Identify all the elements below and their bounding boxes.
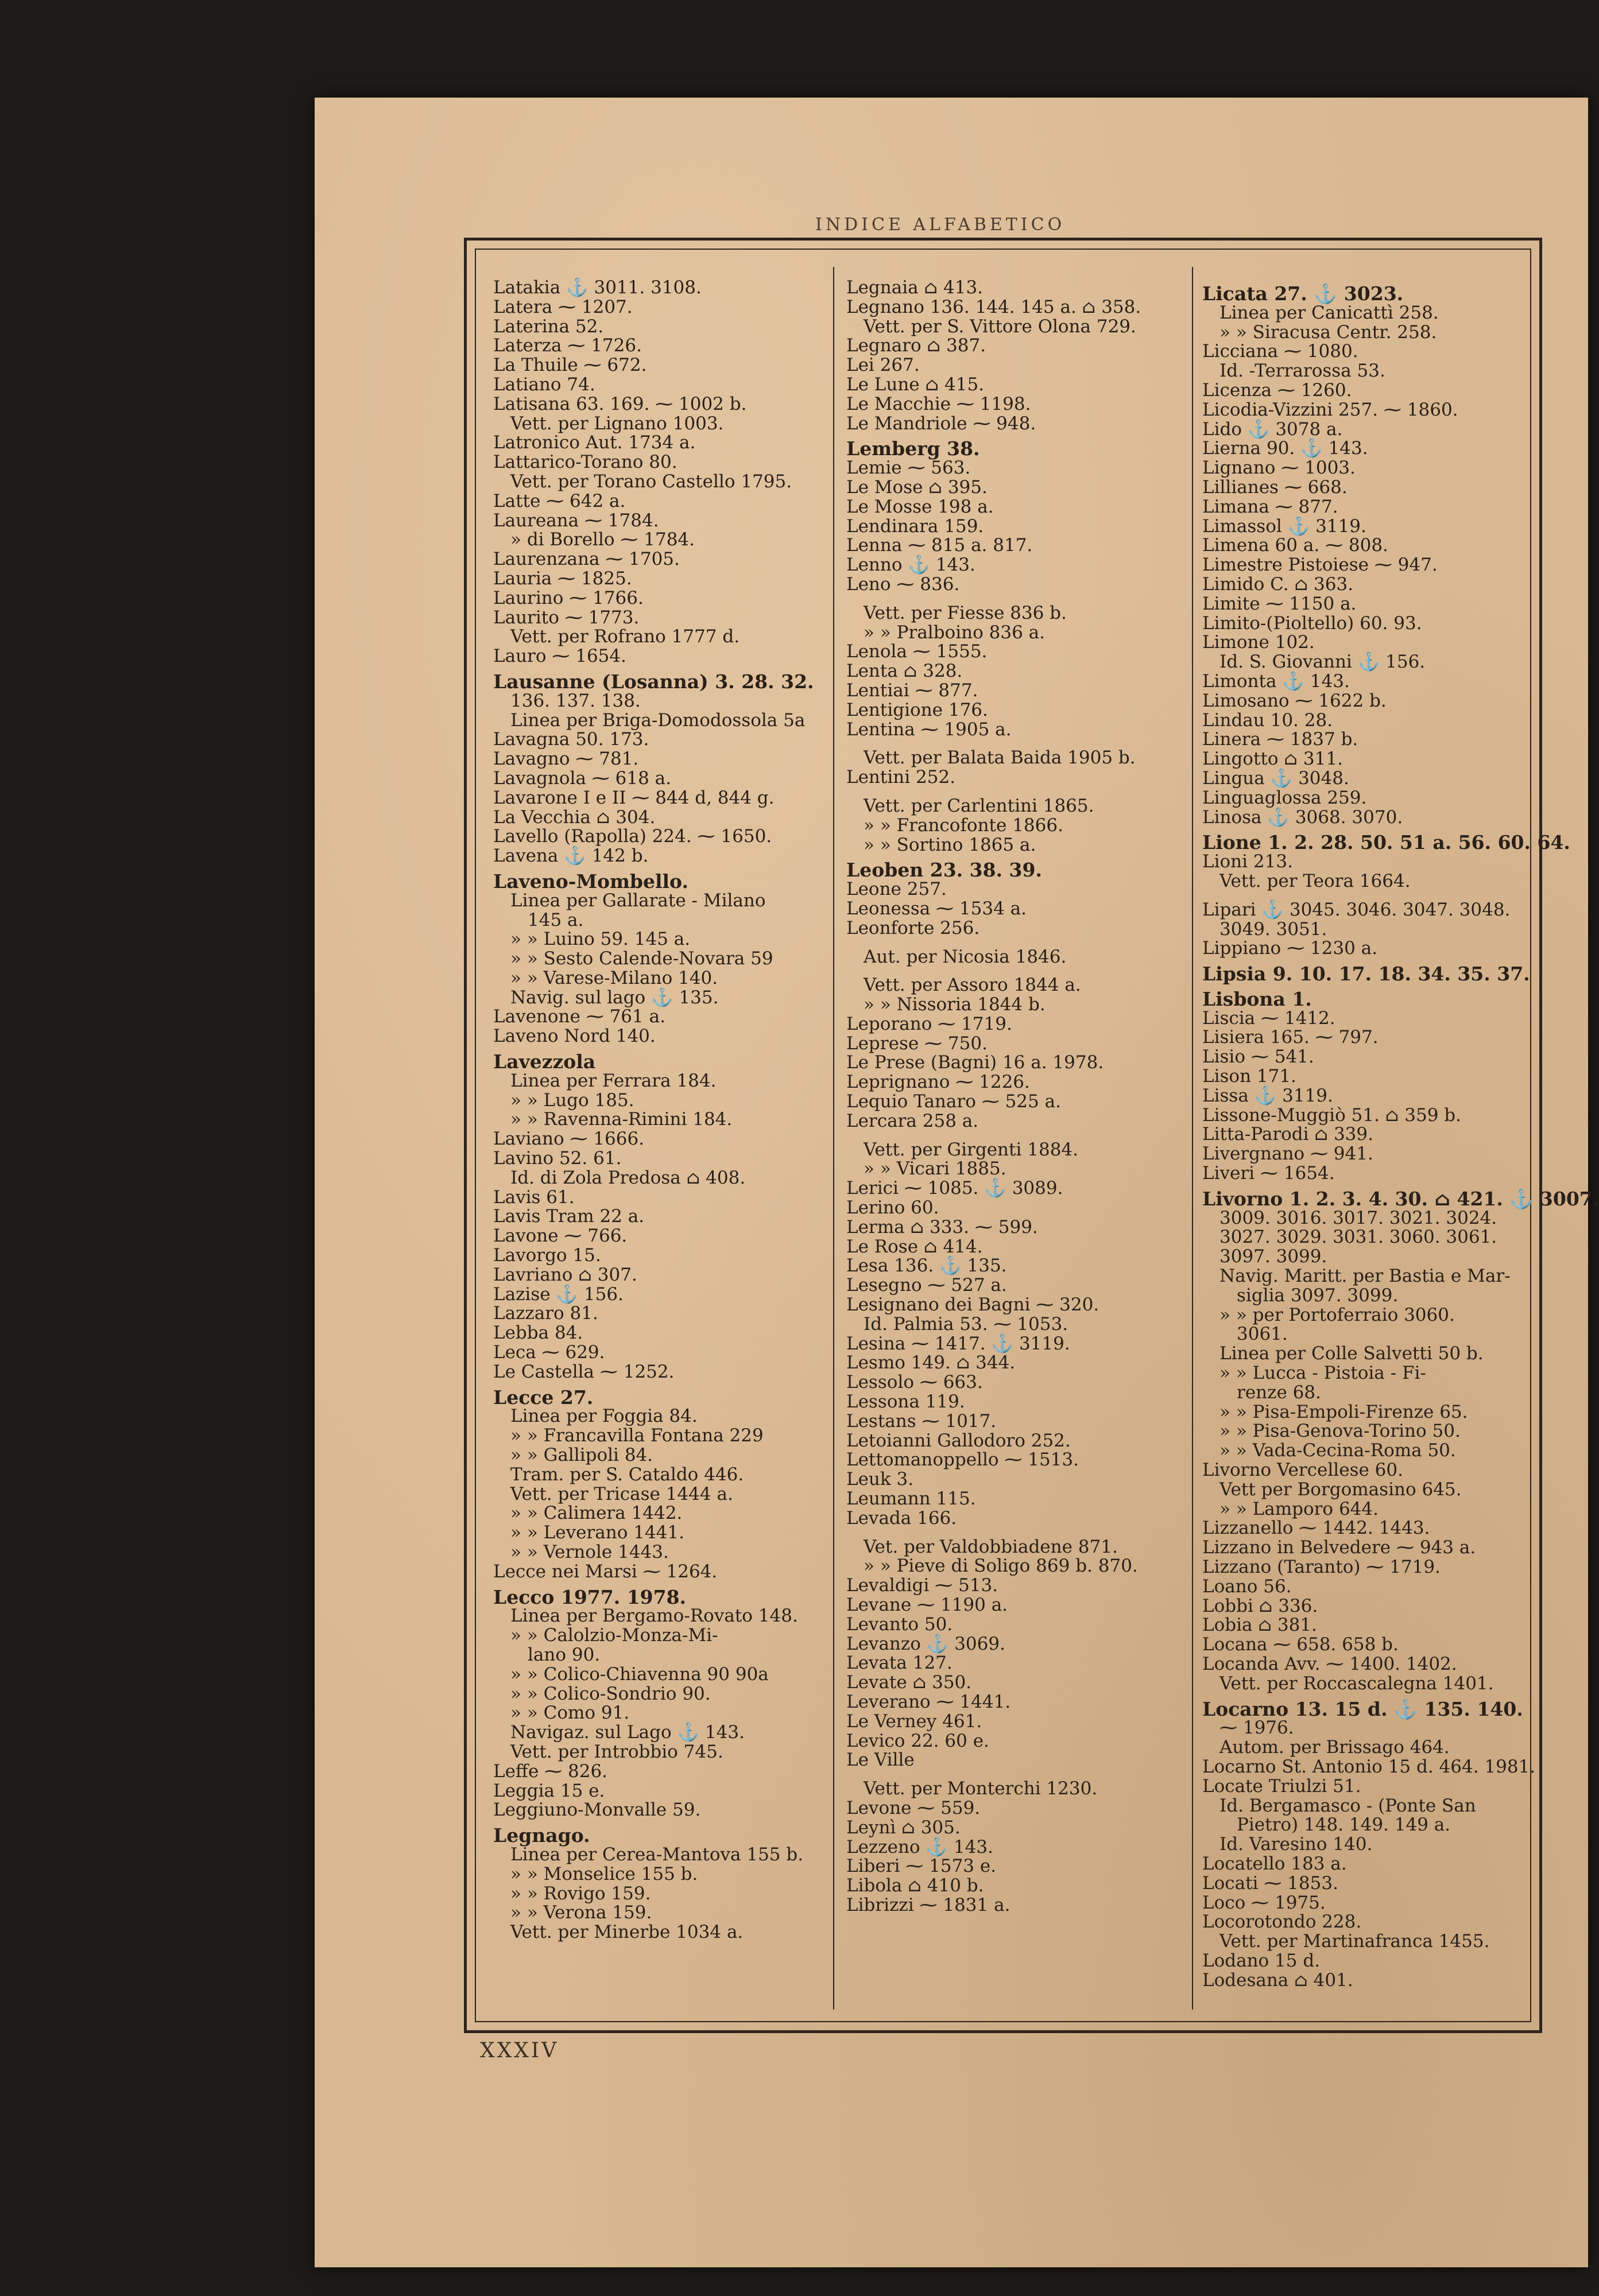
index-entry: Le Verney 461. (846, 1711, 982, 1732)
index-entry: Locarno St. Antonio 15 d. 464. 1981. (1202, 1756, 1536, 1777)
index-entry: Latisana 63. 169. ⁓ 1002 b. (493, 393, 747, 414)
index-entry: » » Francavilla Fontana 229 (510, 1425, 764, 1446)
index-entry: Lettomanoppello ⁓ 1513. (846, 1449, 1079, 1471)
index-entry: Lenno ⚓ 143. (846, 554, 975, 576)
index-entry: Livorno Vercellese 60. (1202, 1460, 1403, 1481)
index-entry: Lobia ⌂ 381. (1202, 1615, 1317, 1636)
index-entry: Lavagno ⁓ 781. (493, 748, 639, 770)
index-entry: Lison 171. (1202, 1066, 1296, 1087)
index-entry: Lisio ⁓ 541. (1202, 1046, 1314, 1068)
index-entry: Lesignano dei Bagni ⁓ 320. (846, 1294, 1099, 1316)
index-entry: Leverano ⁓ 1441. (846, 1691, 1011, 1712)
index-entry: Lisiera 165. ⁓ 797. (1202, 1027, 1379, 1048)
index-entry: 3061. (1237, 1324, 1288, 1345)
index-entry: Latronico Aut. 1734 a. (493, 432, 696, 453)
index-entry: Leno ⁓ 836. (846, 573, 960, 595)
index-entry: Lierna 90. ⚓ 143. (1202, 438, 1368, 459)
index-entry: Lippiano ⁓ 1230 a. (1202, 938, 1378, 959)
index-entry: Lisbona 1. (1202, 987, 1312, 1010)
index-entry: Levane ⁓ 1190 a. (846, 1595, 1008, 1615)
index-entry: Le Rose ⌂ 414. (846, 1236, 983, 1257)
index-entry: Le Ville (846, 1750, 915, 1771)
index-entry: Limido C. ⌂ 363. (1202, 573, 1354, 595)
index-entry: Leoben 23. 38. 39. (846, 859, 1042, 882)
index-entry: » » Pralboino 836 a. (864, 622, 1045, 643)
index-entry: Locatello 183 a. (1202, 1853, 1347, 1874)
index-entry: Id. Palmia 53. ⁓ 1053. (864, 1313, 1068, 1335)
index-entry: Lido ⚓ 3078 a. (1202, 418, 1343, 440)
index-entry: Locarno 13. 15 d. ⚓ 135. 140. (1202, 1697, 1523, 1720)
index-entry: Locorotondo 228. (1202, 1911, 1362, 1933)
index-entry: Lenna ⁓ 815 a. 817. (846, 535, 1033, 556)
index-entry: Le Mose ⌂ 395. (846, 476, 988, 498)
index-entry: Id. S. Giovanni ⚓ 156. (1219, 651, 1426, 673)
index-entry: Vett. per Fiesse 836 b. (864, 602, 1067, 623)
index-entry: Legnaia ⌂ 413. (846, 277, 984, 298)
index-entry: Laveno Nord 140. (493, 1026, 656, 1047)
index-entry: Leumann 115. (846, 1488, 976, 1510)
index-entry: Licata 27. ⚓ 3023. (1202, 282, 1404, 305)
index-entry: » » Colico-Sondrio 90. (510, 1683, 711, 1704)
index-entry: Lerino 60. (846, 1197, 939, 1219)
index-entry: Lemie ⁓ 563. (846, 457, 971, 479)
index-entry: Lezzeno ⚓ 143. (846, 1836, 993, 1857)
index-entry: Lavarone I e II ⁓ 844 d, 844 g. (493, 787, 775, 808)
index-entry: Litta-Parodi ⌂ 339. (1202, 1124, 1373, 1145)
index-entry: renze 68. (1237, 1382, 1321, 1403)
index-entry: Vett. per Lignano 1003. (510, 413, 724, 434)
column-rule (833, 267, 834, 2010)
index-entry: Vett. per S. Vittore Olona 729. (864, 316, 1136, 337)
index-entry: Lioni 213. (1202, 851, 1293, 872)
index-entry: Laureana ⁓ 1784. (493, 510, 659, 531)
index-entry: Licenza ⁓ 1260. (1202, 379, 1352, 401)
index-entry: Lemberg 38. (846, 437, 980, 460)
index-entry: Letoianni Gallodoro 252. (846, 1430, 1071, 1451)
index-entry: Limite ⁓ 1150 a. (1202, 593, 1357, 614)
index-entry: Locanda Avv. ⁓ 1400. 1402. (1202, 1653, 1457, 1674)
index-entry: Linea per Colle Salvetti 50 b. (1219, 1343, 1484, 1364)
index-entry: 145 a. (528, 909, 584, 930)
index-entry: Lissa ⚓ 3119. (1202, 1085, 1333, 1106)
index-entry: Levanto 50. (846, 1614, 953, 1635)
index-entry: » di Borello ⁓ 1784. (510, 529, 695, 550)
index-entry: Limito-(Pioltello) 60. 93. (1202, 612, 1422, 634)
index-entry: Lavagnola ⁓ 618 a. (493, 767, 671, 789)
index-entry: La Vecchia ⌂ 304. (493, 806, 656, 828)
index-entry: » » Lugo 185. (510, 1089, 634, 1111)
index-entry: Id. -Terrarossa 53. (1219, 360, 1385, 382)
index-entry: » » Lamporo 644. (1219, 1498, 1379, 1519)
index-entry: » » Siracusa Centr. 258. (1219, 321, 1437, 343)
index-entry: » » Pisa-Genova-Torino 50. (1219, 1421, 1461, 1442)
index-entry: » » Calolzio-Monza-Mi- (510, 1625, 718, 1646)
index-entry: 3049. 3051. (1219, 918, 1327, 940)
index-entry: Limone 102. (1202, 632, 1315, 653)
index-entry: Liveri ⁓ 1654. (1202, 1163, 1335, 1184)
index-entry: » » Como 91. (510, 1702, 630, 1724)
index-entry: Leonforte 256. (846, 917, 980, 938)
index-entry: Legnago. (493, 1824, 590, 1847)
index-entry: Lesegno ⁓ 527 a. (846, 1275, 1007, 1296)
index-entry: Levone ⁓ 559. (846, 1797, 981, 1818)
index-entry: Le Mandriole ⁓ 948. (846, 413, 1036, 434)
index-entry: Id. Varesino 140. (1219, 1834, 1373, 1855)
index-entry: Lecce nei Marsi ⁓ 1264. (493, 1561, 718, 1582)
index-entry: » » Lucca - Pistoia - Fi- (1219, 1363, 1426, 1384)
index-entry: Limosano ⁓ 1622 b. (1202, 690, 1387, 711)
index-entry: Lessolo ⁓ 663. (846, 1372, 983, 1393)
index-entry: Limana ⁓ 877. (1202, 496, 1338, 517)
index-entry: Lavis Tram 22 a. (493, 1206, 645, 1227)
index-entry: Lazzaro 81. (493, 1303, 598, 1324)
index-entry: Lavenone ⁓ 761 a. (493, 1006, 665, 1027)
index-entry: » » Gallipoli 84. (510, 1445, 653, 1466)
index-entry: 3009. 3016. 3017. 3021. 3024. (1219, 1207, 1497, 1228)
index-entry: Lestans ⁓ 1017. (846, 1410, 997, 1432)
index-entry: Leprignano ⁓ 1226. (846, 1072, 1030, 1093)
index-entry: Vett. per Rofrano 1777 d. (510, 626, 740, 647)
index-entry: Lione 1. 2. 28. 50. 51 a. 56. 60. 64. (1202, 831, 1570, 854)
index-entry: 136. 137. 138. (510, 690, 641, 711)
index-entry: Licciana ⁓ 1080. (1202, 341, 1358, 362)
index-entry: Leffe ⁓ 826. (493, 1760, 608, 1782)
index-entry: Locati ⁓ 1853. (1202, 1872, 1338, 1894)
index-entry: Laterina 52. (493, 316, 604, 337)
index-column-1 (493, 278, 826, 2004)
index-entry: Autom. per Brissago 464. (1219, 1737, 1450, 1758)
index-entry: Livorno 1. 2. 3. 4. 30. ⌂ 421. ⚓ 3007. (1202, 1187, 1599, 1210)
index-entry: Navigaz. sul Lago ⚓ 143. (510, 1722, 745, 1743)
index-entry: Tram. per S. Cataldo 446. (510, 1464, 744, 1485)
index-entry: Lavagna 50. 173. (493, 729, 649, 750)
index-entry: Vett. per Carlentini 1865. (864, 795, 1094, 816)
index-entry: Linea per Cerea-Mantova 155 b. (510, 1844, 804, 1865)
index-entry: » » Verona 159. (510, 1902, 652, 1923)
index-entry: Vett. per Minerbe 1034 a. (510, 1922, 744, 1943)
index-entry: Lerici ⁓ 1085. ⚓ 3089. (846, 1178, 1063, 1199)
index-entry: Le Lune ⌂ 415. (846, 374, 985, 395)
index-entry: Laveno-Mombello. (493, 870, 688, 893)
index-entry: Linea per Briga-Domodossola 5a (510, 709, 806, 731)
index-entry: Levata 127. (846, 1653, 953, 1674)
index-entry: Lebba 84. (493, 1322, 583, 1344)
index-entry: Lillianes ⁓ 668. (1202, 476, 1348, 498)
index-entry: » » Nissoria 1844 b. (864, 994, 1046, 1015)
index-entry: Limestre Pistoiese ⁓ 947. (1202, 554, 1438, 576)
index-entry: Latera ⁓ 1207. (493, 296, 633, 317)
index-entry: La Thuile ⁓ 672. (493, 355, 647, 376)
index-entry: Lingua ⚓ 3048. (1202, 767, 1349, 789)
index-entry: Lessona 119. (846, 1391, 965, 1413)
index-entry: Locana ⁓ 658. 658 b. (1202, 1634, 1399, 1655)
index-entry: Le Mosse 198 a. (846, 496, 994, 517)
index-entry: Lavezzola (493, 1050, 596, 1073)
index-frame-inner (475, 249, 1599, 2022)
index-entry: Loco ⁓ 1975. (1202, 1892, 1326, 1913)
index-entry: Locate Triulzi 51. (1202, 1775, 1361, 1797)
index-entry: Lattarico-Torano 80. (493, 452, 677, 473)
index-entry: Lipsia 9. 10. 17. 18. 34. 35. 37. (1202, 963, 1530, 986)
index-entry: Vett. per Assoro 1844 a. (864, 975, 1081, 996)
index-entry: Vett. per Girgenti 1884. (864, 1139, 1078, 1160)
index-entry: Lobbi ⌂ 336. (1202, 1595, 1318, 1616)
index-entry: » » Vada-Cecina-Roma 50. (1219, 1440, 1456, 1461)
index-entry: Leone 257. (846, 879, 947, 900)
index-entry: Vet. per Valdobbiadene 871. (864, 1536, 1118, 1557)
index-entry: Lentini 252. (846, 767, 956, 788)
index-entry: Lendinara 159. (846, 515, 984, 537)
index-entry: Levanzo ⚓ 3069. (846, 1633, 1005, 1654)
index-entry: Lentiai ⁓ 877. (846, 680, 978, 701)
index-entry: Id. di Zola Predosa ⌂ 408. (510, 1167, 746, 1188)
index-entry: Lequio Tanaro ⁓ 525 a. (846, 1091, 1061, 1112)
index-entry: Leynì ⌂ 305. (846, 1817, 961, 1838)
index-entry: » » per Portoferraio 3060. (1219, 1304, 1455, 1325)
index-entry: Vett. per Monterchi 1230. (864, 1778, 1098, 1799)
index-entry: Lodesana ⌂ 401. (1202, 1969, 1353, 1991)
index-entry: Navig. sul lago ⚓ 135. (510, 987, 719, 1008)
index-entry: Lignano ⁓ 1003. (1202, 457, 1356, 479)
index-entry: Laviano ⁓ 1666. (493, 1128, 645, 1150)
index-entry: Lingotto ⌂ 311. (1202, 748, 1343, 770)
index-entry: Limena 60 a. ⁓ 808. (1202, 535, 1388, 556)
index-entry: Leuk 3. (846, 1469, 914, 1490)
index-entry: Laurino ⁓ 1766. (493, 587, 644, 608)
index-entry: Lindau 10. 28. (1202, 709, 1333, 731)
index-entry: Lecce 27. (493, 1386, 594, 1409)
index-entry: ⁓ 1976. (1219, 1717, 1294, 1739)
index-entry: Lavorgo 15. (493, 1245, 601, 1266)
index-frame (464, 238, 1599, 2033)
index-entry: » » Sortino 1865 a. (864, 834, 1036, 855)
index-entry: Vett per Borgomasino 645. (1219, 1479, 1462, 1500)
index-entry: Lenola ⁓ 1555. (846, 641, 988, 662)
index-entry: » » Luino 59. 145 a. (510, 929, 691, 950)
index-entry: Lausanne (Losanna) 3. 28. 32. (493, 670, 814, 693)
index-entry: Livergnano ⁓ 941. (1202, 1143, 1373, 1165)
index-entry: Lavriano ⌂ 307. (493, 1264, 637, 1285)
index-entry: Licodia-Vizzini 257. ⁓ 1860. (1202, 399, 1458, 420)
index-entry: Laurito ⁓ 1773. (493, 607, 640, 628)
index-entry: Lizzano (Taranto) ⁓ 1719. (1202, 1557, 1441, 1577)
index-entry: Vett. per Balata Baida 1905 b. (864, 747, 1136, 769)
index-entry: Linea per Gallarate - Milano (510, 890, 766, 911)
index-entry: Pietro) 148. 149. 149 a. (1237, 1814, 1451, 1836)
index-entry: Laurenzana ⁓ 1705. (493, 549, 680, 570)
index-entry: Lercara 258 a. (846, 1110, 979, 1131)
index-entry: Lavone ⁓ 766. (493, 1225, 628, 1247)
page-number: XXXIV (480, 2039, 559, 2062)
index-entry: Lentigione 176. (846, 699, 988, 720)
index-entry: Lauria ⁓ 1825. (493, 568, 632, 589)
index-entry: Libola ⌂ 410 b. (846, 1875, 984, 1896)
index-entry: Lavino 52. 61. (493, 1148, 622, 1169)
index-entry: » » Francofonte 1866. (864, 815, 1063, 836)
index-entry: Id. Bergamasco - (Ponte San (1219, 1795, 1476, 1816)
index-entry: Linea per Foggia 84. (510, 1406, 698, 1427)
index-entry: Leonessa ⁓ 1534 a. (846, 898, 1027, 919)
index-entry: Levate ⌂ 350. (846, 1672, 972, 1693)
index-entry: Le Prese (Bagni) 16 a. 1978. (846, 1052, 1104, 1073)
index-entry: Levaldigi ⁓ 513. (846, 1575, 998, 1596)
index-entry: Vett. per Martinafranca 1455. (1219, 1931, 1490, 1952)
index-entry: Leca ⁓ 629. (493, 1342, 605, 1363)
index-entry: 3097. 3099. (1219, 1246, 1327, 1267)
index-entry: Librizzi ⁓ 1831 a. (846, 1894, 1010, 1915)
index-entry: » » Calimera 1442. (510, 1503, 683, 1524)
index-entry: Le Macchie ⁓ 1198. (846, 393, 1031, 414)
index-entry: » » Varese-Milano 140. (510, 967, 718, 988)
index-entry: Lissone-Muggiò 51. ⌂ 359 b. (1202, 1104, 1461, 1126)
index-entry: Levico 22. 60 e. (846, 1730, 989, 1751)
index-entry: Leggiuno-Monvalle 59. (493, 1799, 701, 1821)
index-entry: Legnaro ⌂ 387. (846, 335, 986, 356)
index-entry: Aut. per Nicosia 1846. (864, 946, 1067, 967)
index-entry: Lazise ⚓ 156. (493, 1283, 624, 1305)
index-entry: Lesmo 149. ⌂ 344. (846, 1352, 1016, 1374)
index-entry: Linguaglossa 259. (1202, 787, 1367, 808)
index-entry: » » Sesto Calende-Novara 59 (510, 948, 773, 969)
index-entry: Le Castella ⁓ 1252. (493, 1361, 675, 1382)
index-entry: Leggia 15 e. (493, 1780, 605, 1801)
index-entry: Latiano 74. (493, 374, 595, 395)
index-entry: » » Vicari 1885. (864, 1158, 1006, 1180)
index-entry: Laterza ⁓ 1726. (493, 335, 642, 356)
index-entry: » » Pisa-Empoli-Firenze 65. (1219, 1401, 1468, 1422)
index-entry: Lecco 1977. 1978. (493, 1585, 687, 1608)
index-column-2 (846, 278, 1185, 2004)
index-entry: Lavena ⚓ 142 b. (493, 846, 649, 867)
index-entry: lano 90. (528, 1644, 601, 1665)
index-entry: » » Colico-Chiavenna 90 90a (510, 1663, 769, 1685)
running-head: INDICE ALFABETICO (815, 215, 1066, 235)
index-entry: » » Ravenna-Rimini 184. (510, 1109, 733, 1130)
index-entry: Lerma ⌂ 333. ⁓ 599. (846, 1216, 1038, 1238)
index-entry: Linosa ⚓ 3068. 3070. (1202, 806, 1403, 828)
index-entry: Linea per Bergamo-Rovato 148. (510, 1605, 798, 1627)
index-entry: Latte ⁓ 642 a. (493, 490, 626, 511)
index-entry: Lipari ⚓ 3045. 3046. 3047. 3048. (1202, 899, 1511, 920)
index-entry: Liberi ⁓ 1573 e. (846, 1856, 997, 1877)
index-entry: Vett. per Teora 1664. (1219, 870, 1411, 891)
index-entry: Lesa 136. ⚓ 135. (846, 1255, 1007, 1277)
index-entry: 3027. 3029. 3031. 3060. 3061. (1219, 1227, 1497, 1248)
index-entry: » » Vernole 1443. (510, 1542, 669, 1562)
index-column-3 (1202, 278, 1599, 2004)
index-entry: Levada 166. (846, 1507, 957, 1529)
index-entry: Leprese ⁓ 750. (846, 1033, 988, 1054)
index-entry: Lauro ⁓ 1654. (493, 646, 626, 667)
index-entry: Navig. Maritt. per Bastia e Mar- (1219, 1266, 1511, 1287)
index-entry: Linea per Canicattì 258. (1219, 302, 1439, 323)
index-entry: Lenta ⌂ 328. (846, 661, 963, 682)
index-entry: Vett. per Introbbio 745. (510, 1741, 723, 1762)
index-entry: siglia 3097. 3099. (1237, 1285, 1399, 1306)
index-entry: Legnano 136. 144. 145 a. ⌂ 358. (846, 296, 1141, 317)
index-entry: » » Leverano 1441. (510, 1522, 684, 1543)
index-entry: Leporano ⁓ 1719. (846, 1013, 1012, 1034)
index-entry: Lizzanello ⁓ 1442. 1443. (1202, 1518, 1430, 1539)
index-entry: Liscia ⁓ 1412. (1202, 1007, 1335, 1029)
index-entry: Lavello (Rapolla) 224. ⁓ 1650. (493, 826, 772, 847)
index-entry: Lentina ⁓ 1905 a. (846, 719, 1012, 740)
index-entry: » » Monselice 155 b. (510, 1863, 698, 1884)
index-entry: » » Rovigo 159. (510, 1883, 651, 1904)
index-entry: Lei 267. (846, 355, 920, 376)
index-entry: Lesina ⁓ 1417. ⚓ 3119. (846, 1333, 1070, 1354)
index-entry: » » Pieve di Soligo 869 b. 870. (864, 1556, 1138, 1577)
index-entry: Latakia ⚓ 3011. 3108. (493, 277, 702, 298)
index-entry: Limassol ⚓ 3119. (1202, 515, 1366, 537)
index-entry: Vett. per Tricase 1444 a. (510, 1483, 733, 1504)
index-entry: Loano 56. (1202, 1576, 1292, 1597)
index-entry: Linea per Ferrara 184. (510, 1070, 717, 1091)
index-entry: Limonta ⚓ 143. (1202, 670, 1350, 692)
index-entry: Vett. per Roccascalegna 1401. (1219, 1673, 1494, 1694)
index-entry: Linera ⁓ 1837 b. (1202, 729, 1358, 750)
index-entry: Vett. per Torano Castello 1795. (510, 471, 792, 492)
index-entry: Lodano 15 d. (1202, 1950, 1321, 1971)
index-entry: Lavis 61. (493, 1186, 575, 1208)
column-rule (1192, 267, 1193, 2010)
index-entry: Lizzano in Belvedere ⁓ 943 a. (1202, 1537, 1476, 1558)
